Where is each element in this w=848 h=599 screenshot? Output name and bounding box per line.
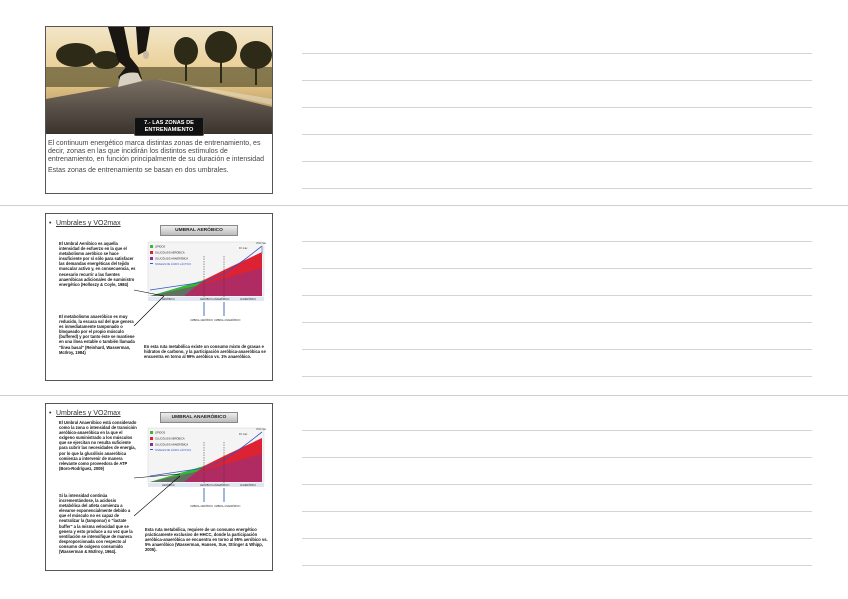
slide-paragraph: Estas zonas de entrenamiento se basan en dos umbrales. <box>48 166 229 174</box>
note-text: Esta ruta metabólica, requiere de un consumo energético prácticamente exclusivo de HHCC, donde la participación aeróbica-anaeróbica se encuentra en torno al 95% aeróbico vs. 5% anaeróbico (Wasserman, Hansen, Sue, Stringer & Whipp, 2005). <box>145 527 268 553</box>
slide-thumbnail-3[interactable] <box>45 403 273 571</box>
legend-lipids: LÍPIDOS <box>155 431 166 435</box>
vo2max-label: VO2 max <box>256 428 266 431</box>
connector-arrows <box>46 404 272 570</box>
slide-body <box>48 140 270 177</box>
slide-paragraph: El continuum energético marca distintas zonas de entrenamiento, es decir, zonas en las que incidirán los distintos estímulos de entrenamiento, en función principalmente de su duración e intensidad <box>48 140 264 164</box>
legend-aerobic: GLUCÓLISIS AERÓBICA <box>155 437 185 441</box>
bullet-icon: • <box>49 220 52 227</box>
definition-text: El Umbral Aeróbico es aquella intensidad de esfuerzo en la que el metabolismo aeróbico se hace insuficiente por sí sólo para satisfacer las demandas energéticas del tejido muscular activo y, en consecuencia, es necesario recurrir a las fuentes anaeróbicas adicionales de suministro energético (Holloszy & Coyle, 1984) <box>59 241 136 287</box>
note-text: En esta ruta metabólica existe un consumo mixto de grasas e hidratos de carbono, y la participación aeróbica-anaeróbica se encuentra en torno al 99% aeróbico vs. 1% anaeróbico. <box>144 344 266 360</box>
zone-anaerobic-label: ANAERÓBICO <box>240 298 256 301</box>
aerobic-threshold-label: UMBRAL AERÓBICO <box>190 319 214 322</box>
connector-arrows <box>46 214 272 380</box>
row-separator <box>0 395 848 396</box>
explanation-text: Si la intensidad continúa incrementándose, la acidosis metabólica del atleta comienza a elevarse exponencialmente debido a que el músculo no es capaz de neutralizar la (tamponar) o "lactate buffer" a la misma velocidad que se genera y esto produce a su vez que la ventilación se intensifique de manera desproporcionada con respecto al consumo de oxígeno consumido (Wasserman & McIlroy, 1964). <box>59 493 133 555</box>
fcmax-label: FC max <box>239 247 248 250</box>
legend-lactic: NIVELES DE ÁCIDO LÁCTICO <box>155 449 192 452</box>
bullet-heading: Umbrales y VO2max <box>56 410 121 417</box>
slide-thumbnail-2[interactable] <box>45 213 273 381</box>
anaerobic-threshold-label: UMBRAL ANAERÓBICO <box>214 505 241 508</box>
legend-aerobic: GLUCÓLISIS AERÓBICA <box>155 251 185 255</box>
zone-anaerobic-label: ANAERÓBICO <box>240 484 256 487</box>
legend-anaerobic: GLUCÓLISIS ANAERÓBICA <box>155 443 189 447</box>
zone-aerobic-label: AERÓBICO <box>162 484 175 487</box>
fcmax-label: FC max <box>239 433 248 436</box>
bullet-heading: Umbrales y VO2max <box>56 220 121 227</box>
aerobic-threshold-label: UMBRAL AERÓBICO <box>190 505 214 508</box>
zone-aerobic-label: AERÓBICO <box>162 298 175 301</box>
chart-header: UMBRAL AERÓBICO <box>160 225 238 236</box>
zone-mixed-label: AERÓBICO-ANAERÓBICO <box>200 484 230 487</box>
definition-text: El Umbral Anaeróbico está considerado como la zona o intensidad de transición aeróbico-anaeróbica en la que el oxígeno suministrado a los músculos que se ejercitan no resulta suficiente para cubrir las necesidades de energía, por lo que la glucólisis anaeróbica comienza a intervenir de manera relevante como proveedora de ATP (Boro-Rodríguez, 2009) <box>59 420 137 471</box>
anaerobic-threshold-label: UMBRAL ANAERÓBICO <box>214 319 241 322</box>
slide-thumbnail-1[interactable] <box>45 26 273 194</box>
zone-mixed-label: AERÓBICO-ANAERÓBICO <box>200 298 230 301</box>
slide-title: 7.- LAS ZONAS DE ENTRENAMIENTO <box>134 117 204 136</box>
vo2max-label: VO2 max <box>256 242 266 245</box>
legend-anaerobic: GLUCÓLISIS ANAERÓBICA <box>155 257 189 261</box>
chart-header: UMBRAL ANAERÓBICO <box>160 412 238 423</box>
legend-lipids: LÍPIDOS <box>155 245 166 249</box>
row-separator <box>0 205 848 206</box>
explanation-text: El metabolismo anaeróbico es muy reducido, la escasa sal del que genera es inmediatamente tamponado o bloqueado por el propio músculo (buffered) y por tanto éste se mantiene en una línea estable o también llamada "línea basal" (Reinhard, Wasserman, McIlroy, 1984) <box>59 314 135 355</box>
legend-lactic: NIVELES DE ÁCIDO LÁCTICO <box>155 263 192 266</box>
bullet-icon: • <box>49 410 52 417</box>
